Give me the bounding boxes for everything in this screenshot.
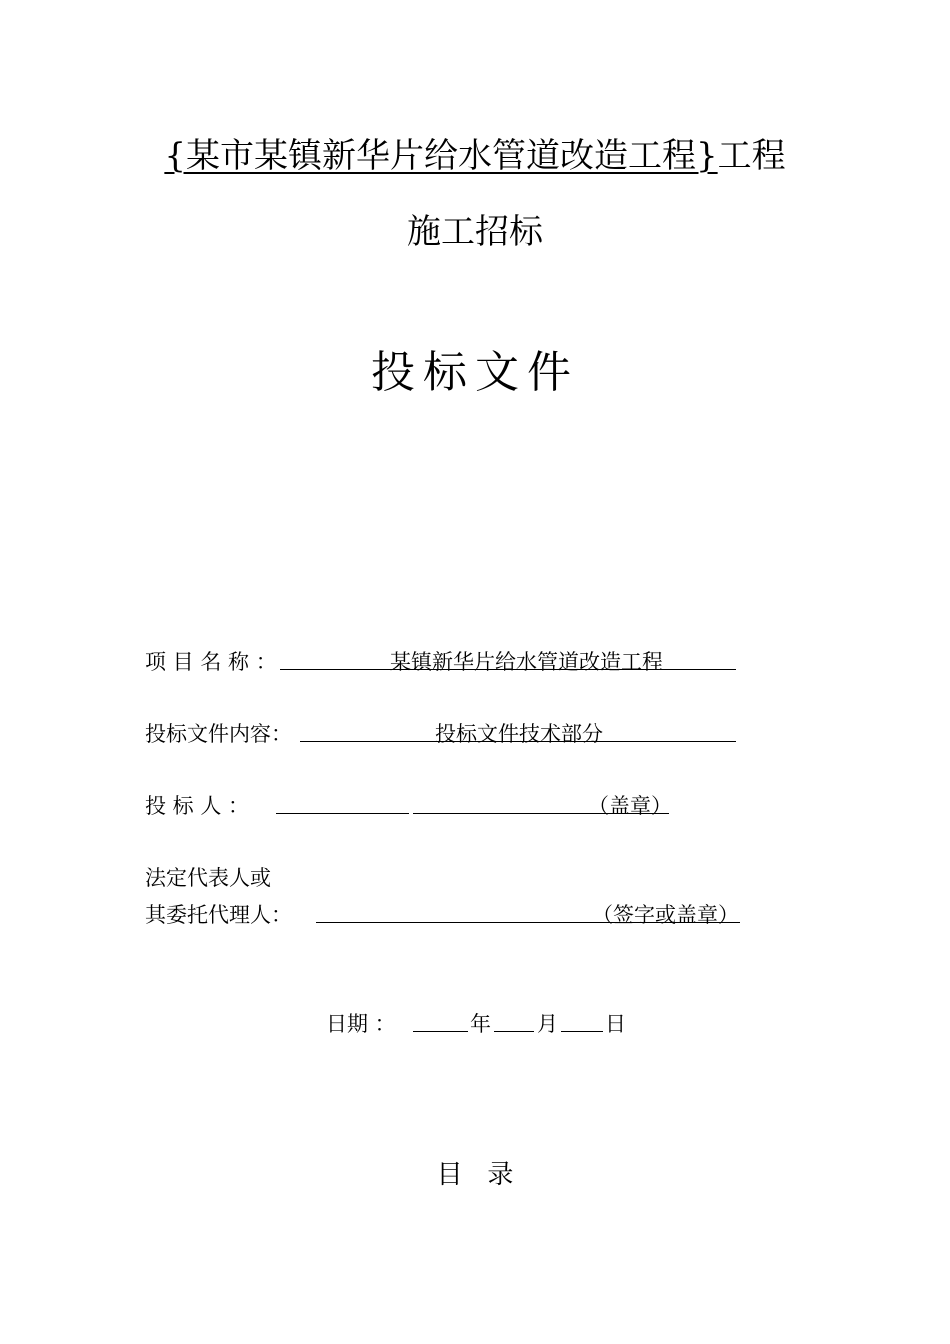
title-bracket-close: } — [696, 136, 718, 176]
title-suffix: 工程 — [717, 136, 786, 176]
date-day-underline — [561, 1031, 603, 1032]
toc-heading: 目 录 — [436, 1160, 514, 1190]
date-month-underline — [494, 1031, 534, 1032]
project-name-value: 某镇新华片给水管道改造工程 — [390, 650, 663, 674]
bid-content-value: 投标文件技术部分 — [435, 722, 603, 746]
bidder-label: 投 标 人 ： — [145, 794, 250, 818]
date-year-underline — [413, 1031, 468, 1032]
document-title-line2: 施工招标 — [407, 212, 543, 252]
date-year-label: 年 — [470, 1012, 491, 1036]
date-day-label: 日 — [605, 1012, 626, 1036]
date-label: 日期 ： — [326, 1012, 396, 1036]
date-month-label: 月 — [537, 1012, 558, 1036]
document-main-title: 投标文件 — [371, 347, 579, 398]
title-project-name: 某市某镇新华片给水管道改造工程 — [186, 136, 696, 176]
project-name-label: 项 目 名 称 ： — [145, 650, 277, 674]
representative-label-line1: 法定代表人或 — [145, 866, 271, 890]
representative-label-line2: 其委托代理人： — [145, 903, 292, 927]
bidder-seal-note: （盖章） — [588, 794, 672, 818]
document-title-line1 — [0, 128, 950, 177]
bidder-underline-1 — [276, 813, 409, 814]
bid-content-label: 投标文件内容： — [145, 722, 292, 746]
title-bracket-open: { — [164, 136, 186, 176]
representative-signature-note: （签字或盖章） — [592, 903, 739, 927]
